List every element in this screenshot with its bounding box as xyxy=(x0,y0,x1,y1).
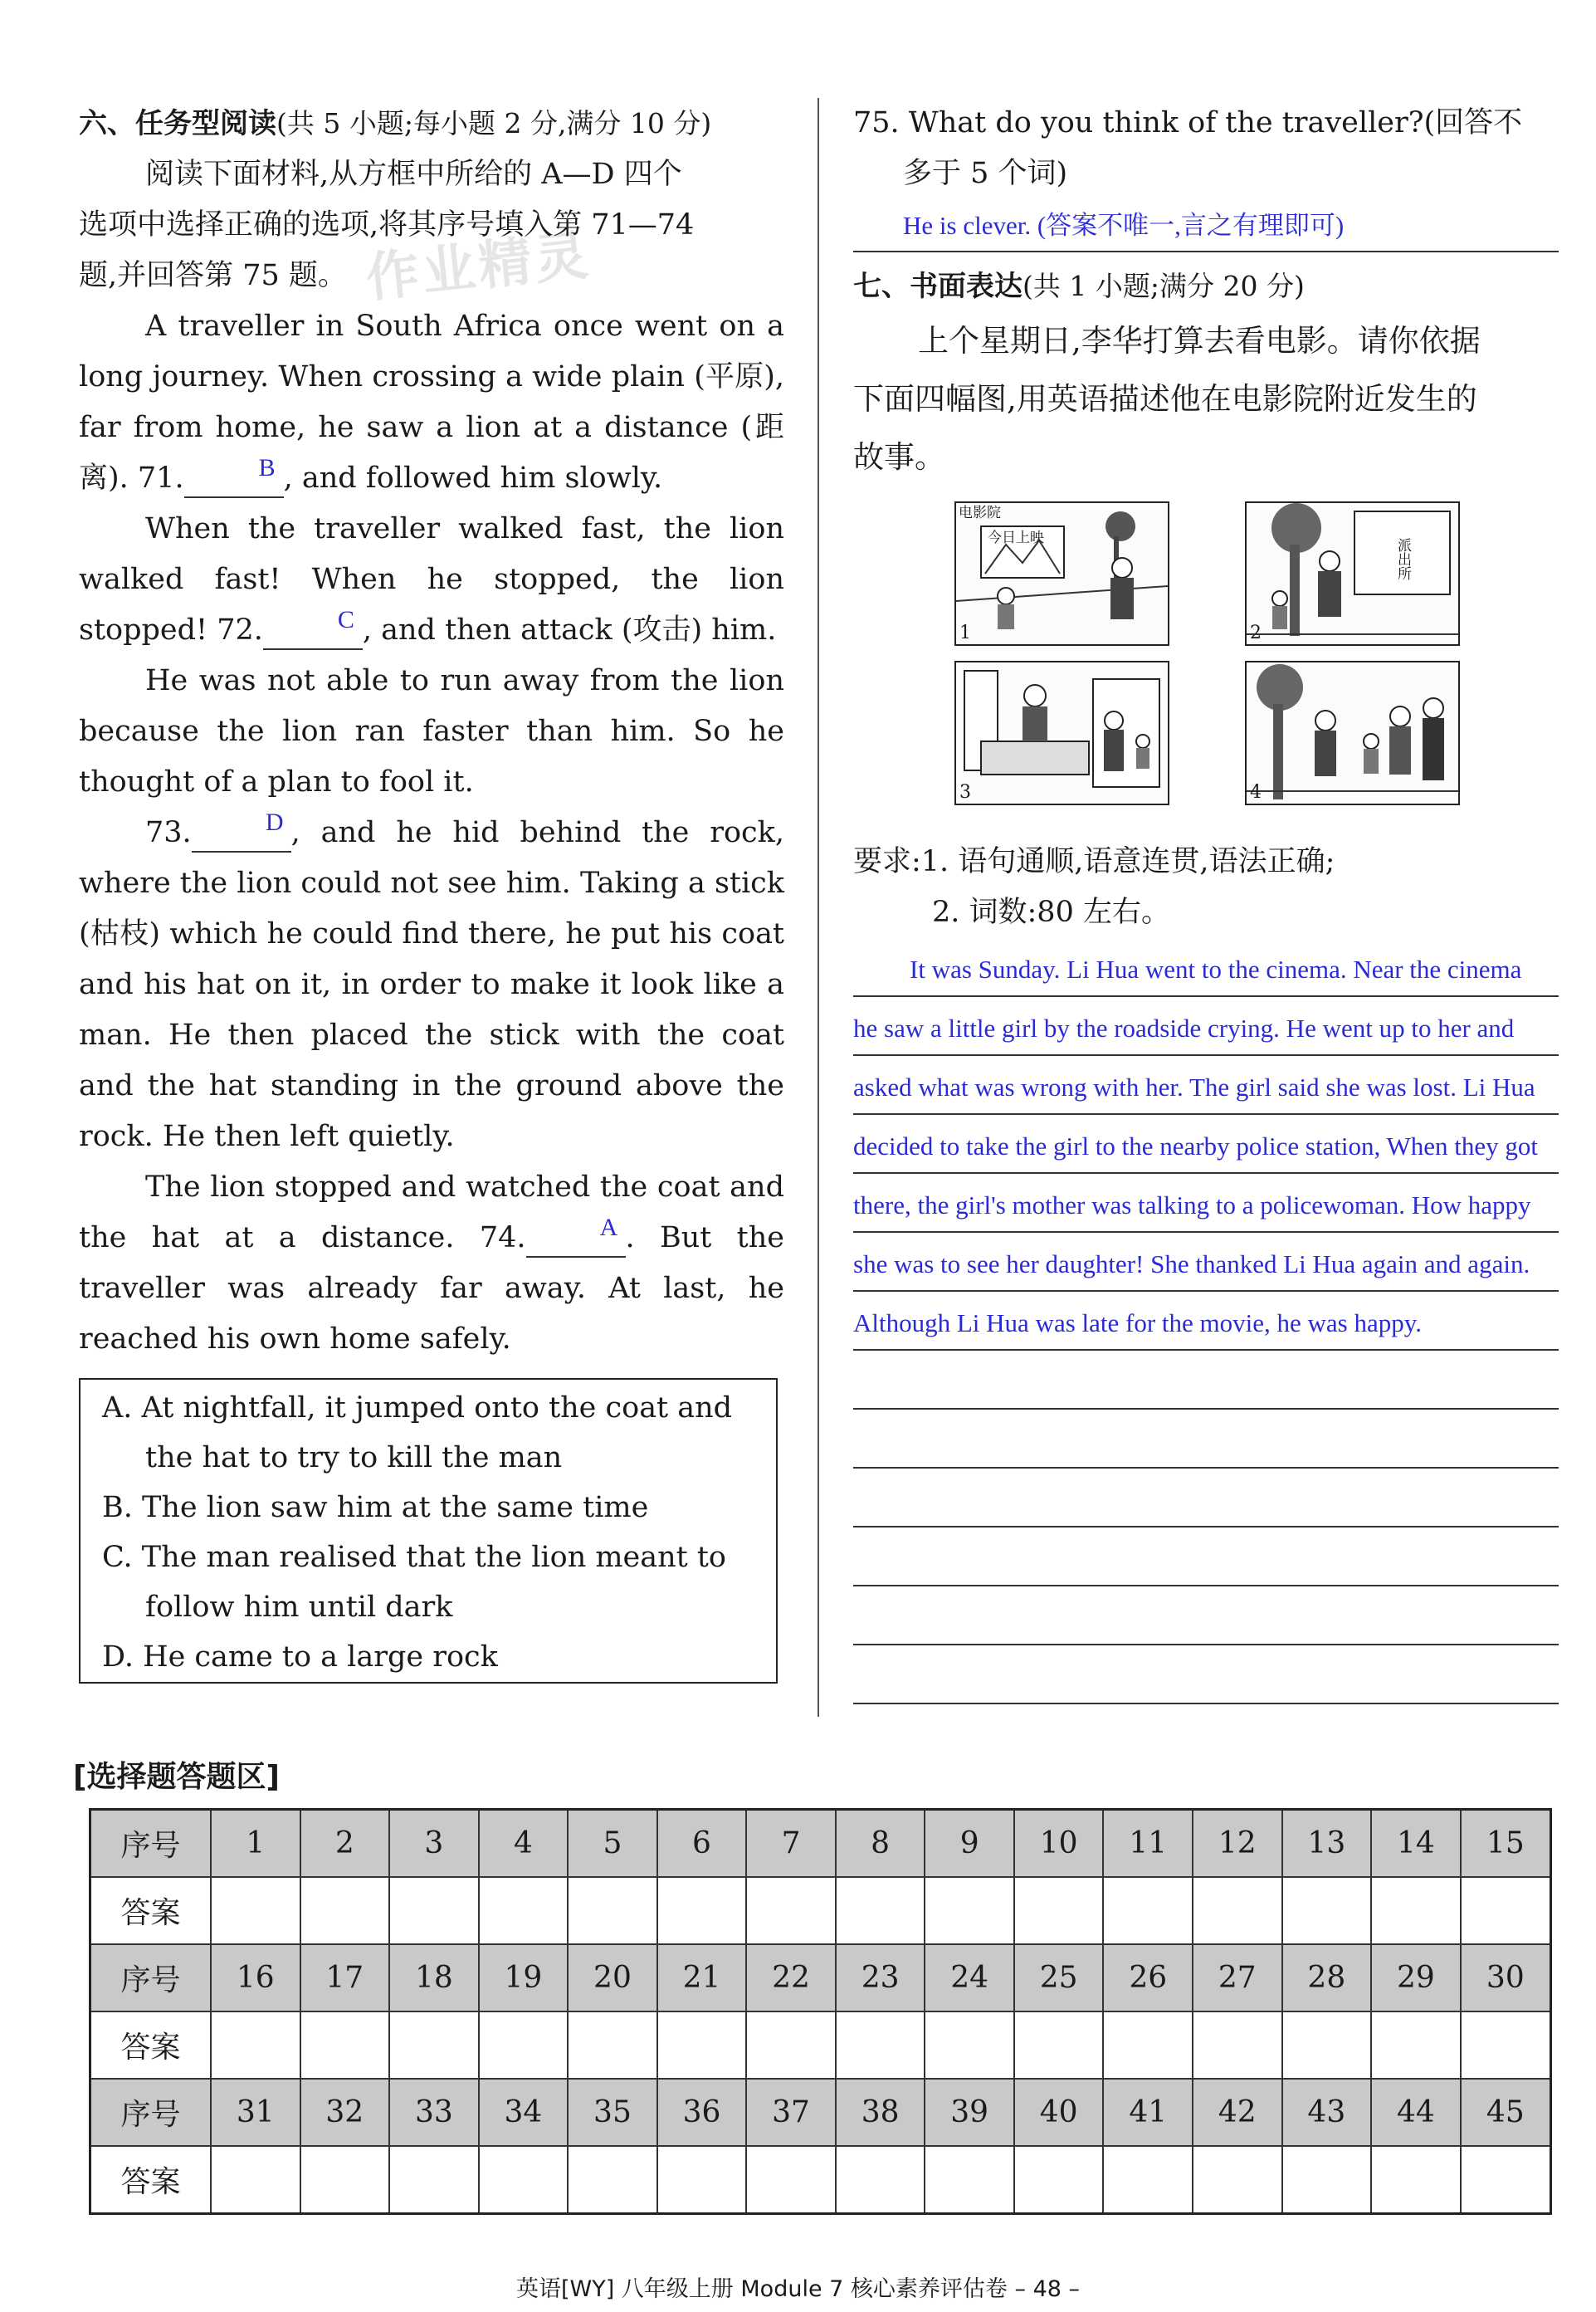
passage-para-3: He was not able to run away from the lion because the lion ran faster than him. So he thought of a plan to fool it. xyxy=(79,664,784,799)
q75-line-2: 多于 5 个词) xyxy=(903,157,1068,190)
grid-question-number: 28 xyxy=(1282,1944,1372,2011)
grid-question-number: 31 xyxy=(211,2079,300,2146)
grid-question-number: 18 xyxy=(389,1944,479,2011)
grid-number-label: 序号 xyxy=(90,1944,212,2011)
q75-line-1: 75. What do you think of the traveller?(回答不 xyxy=(853,106,1523,139)
essay-line-2 xyxy=(853,997,1559,1056)
grid-question-number: 19 xyxy=(479,1944,569,2011)
prompt-line-3: 故事。 xyxy=(853,439,945,475)
grid-answer-cell[interactable] xyxy=(568,2011,657,2079)
grid-answer-cell[interactable] xyxy=(1103,2011,1193,2079)
grid-answer-cell[interactable] xyxy=(1014,1877,1104,1944)
grid-question-number: 24 xyxy=(925,1944,1014,2011)
grid-question-number: 42 xyxy=(1193,2079,1282,2146)
grid-answer-row xyxy=(90,2146,1551,2214)
cinema-scene-illustration xyxy=(956,503,1168,644)
section-7-title: 七、书面表达 xyxy=(853,270,1023,303)
page-footer: 英语[WY] 八年级上册 Module 7 核心素养评估卷 – 48 – xyxy=(515,2276,1081,2302)
essay-text-2: he saw a little girl by the roadside crying. He went up to her and xyxy=(853,1014,1515,1043)
grid-answer-cell[interactable] xyxy=(389,1877,479,1944)
watermark: 作业精灵 xyxy=(363,224,594,310)
grid-question-number: 13 xyxy=(1282,1810,1372,1878)
grid-answer-label: 答案 xyxy=(90,2011,212,2079)
essay-text-4: decided to take the girl to the nearby police station, When they got xyxy=(853,1132,1538,1161)
grid-answer-cell[interactable] xyxy=(1193,2011,1282,2079)
grid-question-number: 8 xyxy=(836,1810,925,1878)
grid-answer-cell[interactable] xyxy=(1371,2011,1461,2079)
answer-blank-72[interactable] xyxy=(263,606,363,650)
grid-answer-cell[interactable] xyxy=(836,2146,925,2214)
instruction-line-3: 题,并回答第 75 题。 xyxy=(79,259,347,292)
answer-73: D xyxy=(265,809,284,836)
para4-before: 73. xyxy=(145,816,192,849)
grid-question-number: 23 xyxy=(836,1944,925,2011)
grid-question-number: 6 xyxy=(657,1810,747,1878)
picture-3-number: 3 xyxy=(959,782,971,803)
grid-answer-cell[interactable] xyxy=(1014,2011,1104,2079)
grid-answer-cell[interactable] xyxy=(836,1877,925,1944)
grid-answer-row xyxy=(90,2011,1551,2079)
option-a-cont: the hat to try to kill the man xyxy=(145,1441,563,1474)
picture-2-number: 2 xyxy=(1250,623,1262,643)
essay-line-7 xyxy=(853,1292,1559,1351)
prompt-line-1: 上个星期日,李华打算去看电影。请你依据 xyxy=(918,323,1481,359)
passage-para-2 xyxy=(79,504,784,656)
picture-set xyxy=(853,501,1559,833)
option-a: A. At nightfall, it jumped onto the coat and xyxy=(102,1391,733,1425)
option-c-cont: follow him until dark xyxy=(145,1591,453,1624)
essay-line-5 xyxy=(853,1174,1559,1233)
grid-question-number: 14 xyxy=(1371,1810,1461,1878)
option-d: D. He came to a large rock xyxy=(102,1640,498,1674)
para4-after: , and he hid behind the rock, where the lion could not see him. Taking a stick (枯枝) which he could find there, he put his coat and his hat on it, in order to make it look like a man. He then placed the stick with the coat and the hat standing in the ground above the rock. He then left quietly. xyxy=(79,816,784,1153)
q75-answer-line[interactable] xyxy=(853,199,1559,252)
grid-number-label: 序号 xyxy=(90,2079,212,2146)
grid-answer-cell[interactable] xyxy=(211,2146,300,2214)
answer-72: C xyxy=(337,606,354,633)
column-divider xyxy=(818,98,819,1717)
grid-answer-cell[interactable] xyxy=(568,1877,657,1944)
picture-4-number: 4 xyxy=(1250,782,1262,803)
para1-text: A traveller in South Africa once went on a long journey. When crossing a wide plain (平原), far from home, he saw a lion at a distance (距离). 71. xyxy=(79,310,784,495)
grid-question-number: 3 xyxy=(389,1810,479,1878)
essay-line-6 xyxy=(853,1233,1559,1292)
section-6-heading xyxy=(79,98,784,149)
grid-answer-cell[interactable] xyxy=(746,2011,836,2079)
grid-question-number: 25 xyxy=(1014,1944,1104,2011)
answer-74: A xyxy=(599,1214,618,1241)
grid-question-number: 4 xyxy=(479,1810,569,1878)
para2-text: When the traveller walked fast, the lion walked fast! When he stopped, the lion stopped! 72. xyxy=(79,512,784,647)
grid-answer-label: 答案 xyxy=(90,2146,212,2214)
grid-question-number: 37 xyxy=(746,2079,836,2146)
para5-text: The lion stopped and watched the coat and the hat at a distance. 74. xyxy=(79,1171,784,1254)
essay-line-1 xyxy=(853,938,1559,997)
para2-after: , and then attack (攻击) him. xyxy=(362,613,777,647)
requirement-line-1: 要求:1. 语句通顺,语意连贯,语法正确; xyxy=(853,845,1335,878)
grid-answer-cell[interactable] xyxy=(1282,2146,1372,2214)
grid-answer-cell[interactable] xyxy=(925,2146,1014,2214)
grid-question-number: 40 xyxy=(1014,2079,1104,2146)
answer-71: B xyxy=(258,454,276,481)
essay-blank-line xyxy=(853,1527,1559,1586)
grid-question-number: 27 xyxy=(1193,1944,1282,2011)
instruction-line-2: 选项中选择正确的选项,将其序号填入第 71—74 xyxy=(79,208,695,242)
left-column xyxy=(79,98,784,1684)
reunion-scene-illustration xyxy=(1247,662,1458,804)
grid-question-number: 15 xyxy=(1461,1810,1551,1878)
answer-blank-74[interactable] xyxy=(526,1214,626,1258)
essay-blank-line xyxy=(853,1645,1559,1704)
grid-answer-cell[interactable] xyxy=(1103,2146,1193,2214)
grid-question-number: 17 xyxy=(300,1944,390,2011)
right-column xyxy=(853,98,1559,1704)
answer-grid xyxy=(89,1808,1552,2215)
passage-para-1 xyxy=(79,301,784,504)
grid-answer-cell[interactable] xyxy=(836,2011,925,2079)
grid-question-number: 26 xyxy=(1103,1944,1193,2011)
grid-question-number: 9 xyxy=(925,1810,1014,1878)
essay-text-5: there, the girl's mother was talking to a policewoman. How happy xyxy=(853,1190,1531,1220)
grid-answer-cell[interactable] xyxy=(211,2011,300,2079)
grid-answer-cell[interactable] xyxy=(925,1877,1014,1944)
prompt-line-2: 下面四幅图,用英语描述他在电影院附近发生的 xyxy=(853,381,1477,417)
essay-area[interactable] xyxy=(853,938,1559,1704)
picture-4 xyxy=(1245,661,1460,805)
grid-answer-cell[interactable] xyxy=(1282,2011,1372,2079)
grid-question-number: 16 xyxy=(211,1944,300,2011)
section-6-title: 六、任务型阅读 xyxy=(79,107,276,140)
essay-blank-line xyxy=(853,1469,1559,1527)
grid-question-number: 2 xyxy=(300,1810,390,1878)
section-7-heading xyxy=(853,261,1559,312)
grid-answer-label: 答案 xyxy=(90,1877,212,1944)
grid-answer-cell[interactable] xyxy=(925,2011,1014,2079)
essay-blank-line xyxy=(853,1351,1559,1410)
essay-blank-line xyxy=(853,1410,1559,1469)
grid-question-number: 35 xyxy=(568,2079,657,2146)
grid-answer-cell[interactable] xyxy=(389,2146,479,2214)
q75-answer: He is clever. (答案不唯一,言之有理即可) xyxy=(903,211,1345,240)
grid-answer-cell[interactable] xyxy=(479,2146,569,2214)
grid-answer-cell[interactable] xyxy=(1014,2146,1104,2214)
cinema-sign: 电影院 xyxy=(959,505,1001,521)
station-interior-illustration xyxy=(956,662,1168,804)
grid-question-number: 36 xyxy=(657,2079,747,2146)
passage-para-4 xyxy=(79,808,784,1162)
essay-text-3: asked what was wrong with her. The girl said she was lost. Li Hua xyxy=(853,1073,1535,1102)
grid-answer-cell[interactable] xyxy=(1371,2146,1461,2214)
grid-number-row xyxy=(90,1810,1551,1878)
grid-question-number: 21 xyxy=(657,1944,747,2011)
grid-question-number: 22 xyxy=(746,1944,836,2011)
grid-question-number: 5 xyxy=(568,1810,657,1878)
grid-answer-cell[interactable] xyxy=(657,2146,747,2214)
essay-text-6: she was to see her daughter! She thanked Li Hua again and again. xyxy=(853,1249,1530,1278)
essay-blank-line xyxy=(853,1586,1559,1645)
grid-question-number: 45 xyxy=(1461,2079,1551,2146)
grid-question-number: 10 xyxy=(1014,1810,1104,1878)
essay-text-1: It was Sunday. Li Hua went to the cinema. Near the cinema xyxy=(910,955,1522,984)
option-c: C. The man realised that the lion meant to xyxy=(102,1541,727,1574)
grid-answer-cell[interactable] xyxy=(568,2146,657,2214)
grid-answer-cell[interactable] xyxy=(657,1877,747,1944)
grid-question-number: 39 xyxy=(925,2079,1014,2146)
grid-answer-cell[interactable] xyxy=(300,1877,390,1944)
grid-answer-cell[interactable] xyxy=(1282,1877,1372,1944)
picture-1-number: 1 xyxy=(959,623,971,643)
grid-question-number: 7 xyxy=(746,1810,836,1878)
essay-line-4 xyxy=(853,1115,1559,1174)
grid-answer-cell[interactable] xyxy=(1371,1877,1461,1944)
grid-number-row xyxy=(90,2079,1551,2146)
police-station-sign: 派出所 xyxy=(1394,538,1411,580)
grid-number-row xyxy=(90,1944,1551,2011)
para5-after: . But the traveller was already far away. At last, he reached his own home safely. xyxy=(79,1221,784,1356)
showing-today-sign: 今日上映 xyxy=(988,530,1044,546)
grid-answer-cell[interactable] xyxy=(479,1877,569,1944)
grid-answer-cell[interactable] xyxy=(1461,2146,1551,2214)
grid-question-number: 41 xyxy=(1103,2079,1193,2146)
grid-answer-cell[interactable] xyxy=(389,2011,479,2079)
grid-question-number: 30 xyxy=(1461,1944,1551,2011)
grid-question-number: 20 xyxy=(568,1944,657,2011)
grid-answer-cell[interactable] xyxy=(300,2011,390,2079)
grid-question-number: 38 xyxy=(836,2079,925,2146)
grid-answer-cell[interactable] xyxy=(657,2011,747,2079)
options-box xyxy=(79,1378,778,1684)
grid-question-number: 33 xyxy=(389,2079,479,2146)
grid-answer-row xyxy=(90,1877,1551,1944)
grid-question-number: 11 xyxy=(1103,1810,1193,1878)
answer-blank-71[interactable] xyxy=(184,454,284,498)
grid-question-number: 34 xyxy=(479,2079,569,2146)
instruction-line-1: 阅读下面材料,从方框中所给的 A—D 四个 xyxy=(145,158,682,191)
grid-answer-cell[interactable] xyxy=(746,1877,836,1944)
police-station-scene-illustration xyxy=(1247,503,1458,644)
picture-1 xyxy=(954,501,1169,646)
picture-2 xyxy=(1245,501,1460,646)
grid-answer-cell[interactable] xyxy=(479,2011,569,2079)
passage-para-5 xyxy=(79,1162,784,1365)
para1-after: , and followed him slowly. xyxy=(283,462,663,495)
grid-answer-cell[interactable] xyxy=(1461,1877,1551,1944)
grid-answer-cell[interactable] xyxy=(211,1877,300,1944)
section-6-score: (共 5 小题;每小题 2 分,满分 10 分) xyxy=(276,107,712,139)
grid-question-number: 12 xyxy=(1193,1810,1282,1878)
answer-area-title: [选择题答题区] xyxy=(73,1760,280,1794)
grid-question-number: 44 xyxy=(1371,2079,1461,2146)
grid-answer-cell[interactable] xyxy=(1103,1877,1193,1944)
grid-question-number: 29 xyxy=(1371,1944,1461,2011)
section-7-score: (共 1 小题;满分 20 分) xyxy=(1023,270,1305,302)
grid-question-number: 43 xyxy=(1282,2079,1372,2146)
grid-question-number: 32 xyxy=(300,2079,390,2146)
option-b: B. The lion saw him at the same time xyxy=(102,1491,649,1524)
grid-answer-cell[interactable] xyxy=(300,2146,390,2214)
grid-answer-cell[interactable] xyxy=(1193,1877,1282,1944)
answer-blank-73[interactable] xyxy=(192,809,291,853)
grid-question-number: 1 xyxy=(211,1810,300,1878)
grid-answer-cell[interactable] xyxy=(746,2146,836,2214)
grid-number-label: 序号 xyxy=(90,1810,212,1878)
grid-answer-cell[interactable] xyxy=(1193,2146,1282,2214)
requirement-line-2: 2. 词数:80 左右。 xyxy=(932,896,1170,929)
essay-line-3 xyxy=(853,1056,1559,1115)
grid-answer-cell[interactable] xyxy=(1461,2011,1551,2079)
picture-3 xyxy=(954,661,1169,805)
essay-text-7: Although Li Hua was late for the movie, he was happy. xyxy=(853,1308,1422,1337)
